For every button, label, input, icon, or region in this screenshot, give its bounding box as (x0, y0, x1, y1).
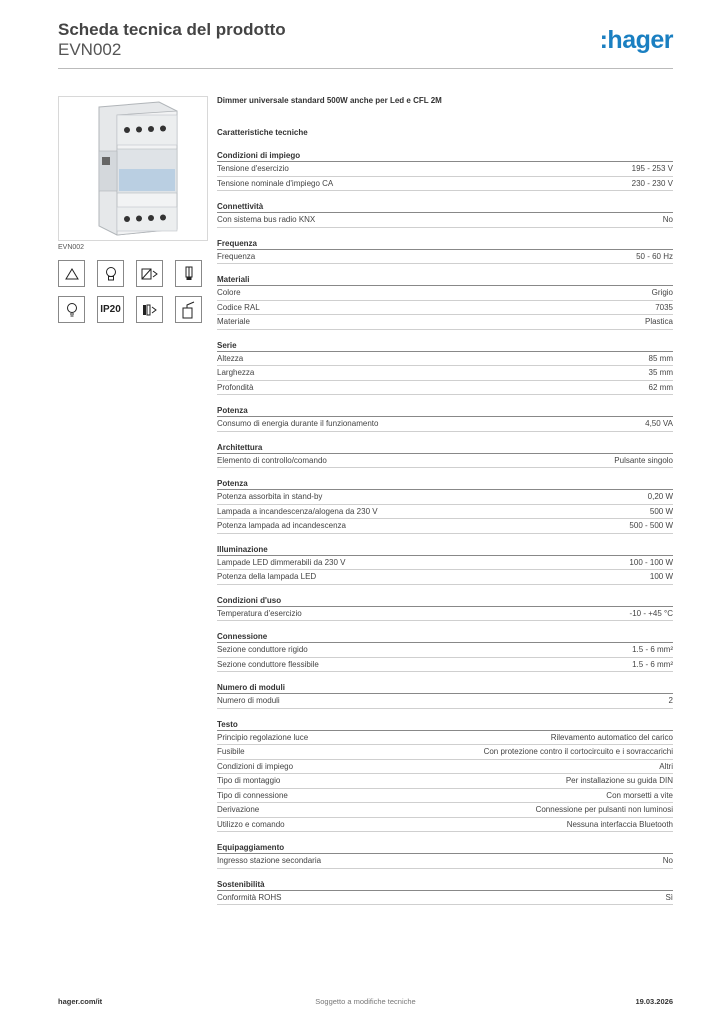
section-title: Materiali (217, 274, 673, 286)
spec-row (217, 556, 673, 571)
spec-section (217, 682, 673, 709)
spec-value: Per installazione su guida DIN (565, 776, 673, 785)
spec-section (217, 405, 673, 432)
spec-label: Materiale (217, 317, 250, 326)
lightbulb-icon (97, 260, 124, 287)
spec-label: Tensione nominale d'impiego CA (217, 178, 334, 188)
spec-value: 1.5 - 6 mm² (632, 645, 673, 654)
electronic-transformer-icon (136, 260, 163, 287)
spec-row (217, 745, 673, 760)
spec-label: Principio regolazione luce (217, 732, 309, 742)
spec-row (217, 891, 673, 906)
spec-row (217, 731, 673, 746)
spec-value: 500 W (649, 506, 673, 516)
fluorescent-lamp-icon (175, 260, 202, 287)
spec-label: Sezione conduttore rigido (217, 645, 308, 654)
spec-label: Colore (217, 288, 241, 297)
spec-label: Potenza della lampada LED (217, 572, 317, 581)
spec-section (217, 478, 673, 534)
spec-section (217, 595, 673, 622)
spec-section (217, 150, 673, 191)
spec-label: Larghezza (217, 368, 255, 377)
spec-section (217, 238, 673, 265)
warning-triangle-icon (58, 260, 85, 287)
spec-label: Condizioni di impiego (217, 761, 294, 771)
spec-section (217, 719, 673, 833)
section-title: Potenza (217, 405, 673, 417)
spec-section (217, 842, 673, 869)
spec-section (217, 544, 673, 585)
spec-row (217, 760, 673, 775)
section-title: Illuminazione (217, 544, 673, 556)
spec-row (217, 570, 673, 585)
spec-row (217, 417, 673, 432)
spec-value: Sì (665, 892, 673, 902)
spec-value: Con morsetti a vite (606, 790, 673, 800)
spec-section (217, 201, 673, 228)
spec-value: 35 mm (648, 368, 673, 377)
spec-value: No (662, 856, 673, 865)
pushbutton-icon (175, 296, 202, 323)
spec-value: Rilevamento automatico del carico (550, 732, 673, 742)
section-title: Connettività (217, 201, 673, 213)
spec-label: Potenza assorbita in stand-by (217, 492, 323, 501)
spec-value: Altri (659, 761, 673, 771)
spec-row (217, 315, 673, 330)
spec-row (217, 301, 673, 316)
technical-characteristics-heading: Caratteristiche tecniche (217, 128, 308, 137)
spec-label: Numero di moduli (217, 696, 280, 705)
spec-section (217, 631, 673, 672)
spec-value: 85 mm (648, 353, 673, 363)
section-title: Potenza (217, 478, 673, 490)
spec-row (217, 694, 673, 709)
section-title: Architettura (217, 442, 673, 454)
spec-row (217, 366, 673, 381)
image-caption: EVN002 (58, 244, 85, 251)
spec-value: 1.5 - 6 mm² (632, 659, 673, 669)
spec-row (217, 505, 673, 520)
dimmer-device-illustration (59, 97, 207, 240)
spec-row (217, 803, 673, 818)
spec-row (217, 177, 673, 192)
spec-value: 100 - 100 W (629, 557, 673, 567)
section-title: Serie (217, 340, 673, 352)
spec-label: Sezione conduttore flessibile (217, 659, 319, 669)
bulb-icon (58, 296, 85, 323)
spec-value: 7035 (655, 302, 673, 312)
spec-value: No (662, 215, 673, 224)
spec-label: Utilizzo e comando (217, 819, 285, 829)
spec-label: Frequenza (217, 251, 256, 261)
spec-label: Conformità ROHS (217, 892, 282, 902)
section-title: Frequenza (217, 238, 673, 250)
spec-value: 50 - 60 Hz (636, 251, 673, 261)
spec-row (217, 213, 673, 228)
product-description: Dimmer universale standard 500W anche per Led e CFL 2M (217, 96, 442, 105)
product-image (58, 96, 208, 241)
ip20-badge: IP20 (97, 296, 124, 323)
spec-row (217, 352, 673, 367)
spec-label: Consumo di energia durante il funzionamento (217, 419, 379, 428)
hager-logo: :hager (599, 26, 673, 54)
spec-row (217, 519, 673, 534)
spec-label: Lampada a incandescenza/alogena da 230 V (217, 506, 378, 516)
section-title: Equipaggiamento (217, 842, 673, 854)
footer-date: 19.03.2026 (635, 997, 673, 1006)
spec-row (217, 162, 673, 177)
spec-row (217, 818, 673, 833)
spec-section (217, 442, 673, 469)
spec-label: Lampade LED dimmerabili da 230 V (217, 557, 346, 567)
spec-label: Tipo di connessione (217, 790, 288, 800)
spec-value: 4,50 VA (645, 419, 673, 428)
footer-website: hager.com/it (58, 997, 103, 1006)
spec-row (217, 250, 673, 265)
spec-value: Con protezione contro il cortocircuito e i sovraccarichi (483, 747, 673, 756)
spec-value: 2 (668, 696, 673, 705)
spec-value: 500 - 500 W (629, 521, 673, 530)
header-divider (58, 68, 673, 69)
section-title: Condizioni d'uso (217, 595, 673, 607)
spec-section (217, 340, 673, 396)
section-title: Testo (217, 719, 673, 731)
spec-row (217, 454, 673, 469)
spec-row (217, 381, 673, 396)
spec-label: Ingresso stazione secondaria (217, 856, 322, 865)
section-title: Sostenibilità (217, 879, 673, 891)
specifications-content (217, 96, 673, 915)
spec-label: Codice RAL (217, 302, 260, 312)
spec-label: Fusibile (217, 747, 245, 756)
certification-icon-grid (58, 260, 208, 332)
spec-label: Tensione d'esercizio (217, 164, 289, 173)
document-title: Scheda tecnica del prodotto (58, 20, 286, 39)
spec-row (217, 774, 673, 789)
spec-label: Profondità (217, 382, 254, 392)
page-footer (58, 997, 673, 1011)
section-title: Numero di moduli (217, 682, 673, 694)
section-title: Connessione (217, 631, 673, 643)
spec-row (217, 658, 673, 673)
spec-row (217, 643, 673, 658)
spec-row (217, 789, 673, 804)
page-header (58, 20, 673, 70)
section-title: Condizioni di impiego (217, 150, 673, 162)
spec-sections (217, 150, 673, 905)
ferromagnetic-transformer-icon (136, 296, 163, 323)
spec-value: 100 W (649, 572, 673, 581)
spec-label: Elemento di controllo/comando (217, 455, 327, 465)
spec-value: Connessione per pulsanti non luminosi (535, 805, 673, 814)
spec-value: 195 - 253 V (631, 164, 673, 173)
spec-label: Con sistema bus radio KNX (217, 215, 316, 224)
spec-value: Grigio (651, 288, 673, 297)
spec-label: Derivazione (217, 805, 260, 814)
spec-row (217, 607, 673, 622)
spec-label: Tipo di montaggio (217, 776, 281, 785)
spec-label: Temperatura d'esercizio (217, 608, 302, 618)
spec-value: 230 - 230 V (631, 178, 673, 188)
spec-label: Altezza (217, 353, 244, 363)
spec-value: Pulsante singolo (614, 455, 673, 465)
spec-row (217, 854, 673, 869)
spec-value: -10 - +45 °C (629, 608, 673, 618)
spec-value: Plastica (644, 317, 673, 326)
product-code: EVN002 (58, 40, 122, 59)
spec-value: 62 mm (648, 382, 673, 392)
spec-section (217, 879, 673, 906)
spec-section (217, 274, 673, 330)
spec-value: Nessuna interfaccia Bluetooth (566, 819, 673, 829)
spec-label: Potenza lampada ad incandescenza (217, 521, 346, 530)
spec-row (217, 490, 673, 505)
spec-row (217, 286, 673, 301)
spec-value: 0,20 W (647, 492, 673, 501)
footer-notice: Soggetto a modifiche tecniche (315, 997, 416, 1006)
